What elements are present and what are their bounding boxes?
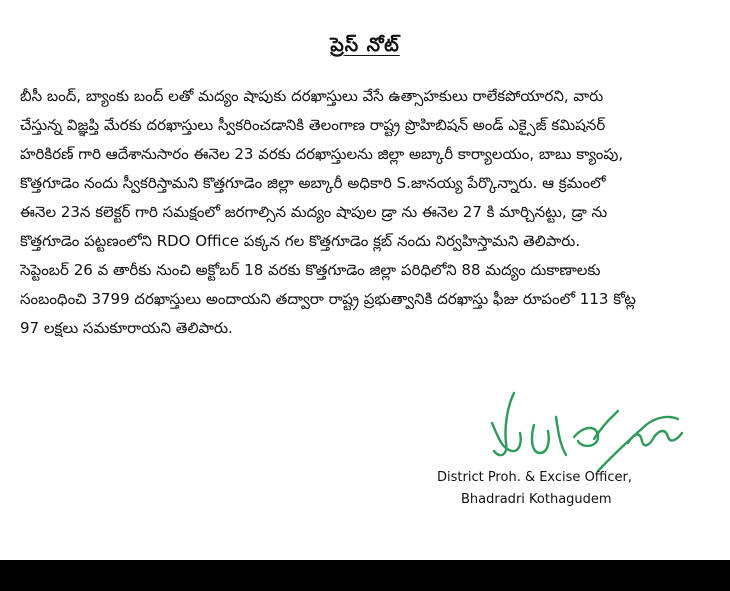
body-line-8: సంబంధించి 3799 దరఖాస్తులు అందాయని తద్వారా రాష్ట్ర ప్రభుత్వానికి దరఖాస్తు ఫీజు రూపంలో 113 కోట్ల <box>20 290 636 308</box>
body-line-3: హరికిరణ్ గారి ఆదేశానుసారం ఈనెల 23 వరకు దరఖాస్తులను జిల్లా అబ్కారీ కార్యాలయం, బాబు క్యాంపు, <box>20 145 624 163</box>
press-note-body <box>20 82 712 343</box>
signature-designation: District Proh. & Excise Officer, <box>437 470 632 485</box>
body-line-9: 97 లక్షలు సమకూరాయని తెలిపారు. <box>20 319 233 337</box>
signature-block <box>437 467 717 511</box>
page-title: ప్రెస్ నోట్ <box>330 34 400 56</box>
body-line-2: చేస్తున్న విజ్ఞప్తి మేరకు దరఖాస్తులు స్వీకరించడానికి తెలంగాణ రాష్ట్ర ప్రొహిబిషన్ అండ్ ఎక్సైజ్ కమిషనర్ <box>20 116 606 134</box>
body-line-6: కొత్తగూడెం పట్టణంలోని RDO Office పక్కన గల కొత్తగూడెం క్లబ్ నందు నిర్వహిస్తామని తెలిపారు. <box>20 232 581 250</box>
body-line-4: కొత్తగూడెం నందు స్వీకరిస్తామని కొత్తగూడెం జిల్లా అబ్కారీ అధికారి S.జానయ్య పేర్కొన్నారు. ఆ క్రమంలో <box>20 174 606 192</box>
signature-location: Bhadradri Kothagudem <box>461 492 612 507</box>
body-line-7: సెప్టెంబర్ 26 వ తారీకు నుంచి అక్టోబర్ 18 వరకు కొత్తగూడెం జిల్లా పరిధిలోని 88 మద్యం దుకాణాలకు <box>20 261 601 279</box>
body-line-1: బీసీ బంద్, బ్యాంకు బంద్ లతో మద్యం షాపుకు దరఖాస్తులు వేసే ఉత్సాహకులు రాలేకపోయారని, వారు <box>20 87 604 105</box>
bottom-black-bar <box>0 560 730 591</box>
handwritten-signature <box>478 385 693 480</box>
body-line-5: ఈనెల 23న కలెక్టర్ గారి సమక్షంలో జరగాల్సిన మద్యం షాపుల డ్రా ను ఈనెల 27 కి మార్చినట్టు, డ్రా ను <box>20 203 608 221</box>
